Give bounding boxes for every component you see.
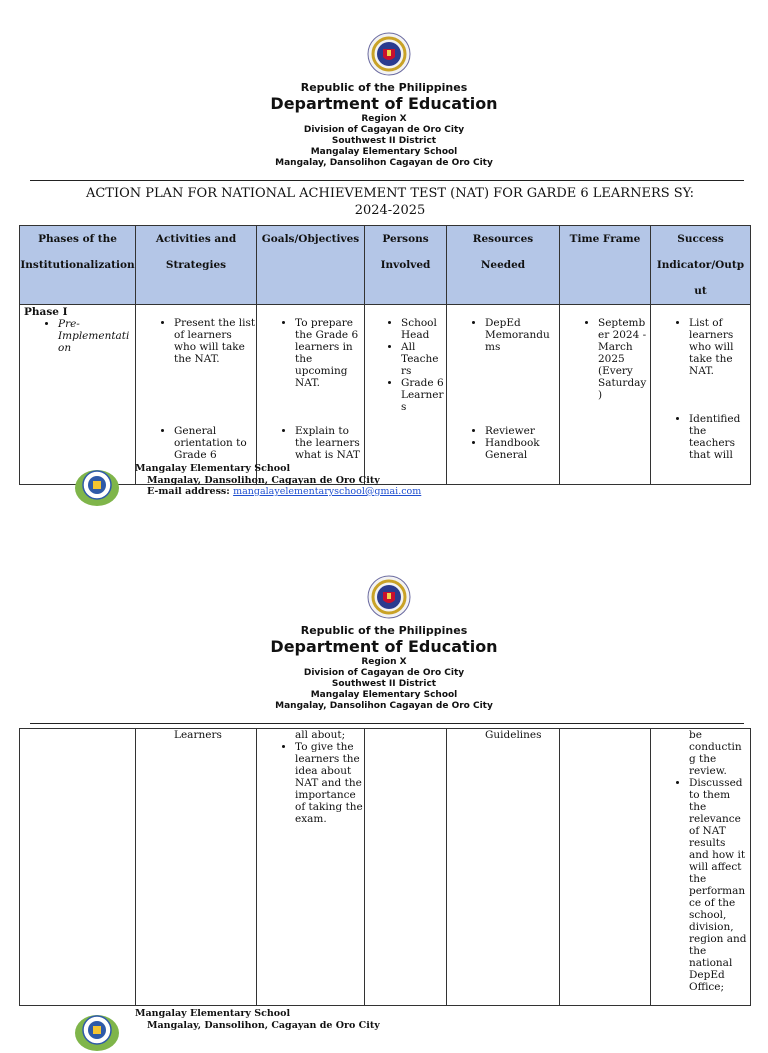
timeframe-cell: • Septemb er 2024 - March 2025 (Every Saturday ) (560, 305, 651, 485)
footer-email-link[interactable]: mangalayelementaryschool@gmai.com (233, 486, 422, 497)
table-row (20, 729, 751, 1006)
document-title: ACTION PLAN FOR NATIONAL ACHIEVEMENT TEST (NAT) FOR GARDE 6 LEARNERS SY: 2024-2025 (85, 186, 695, 218)
table-page-1-viewport (0, 225, 768, 461)
timeframe-cell (560, 729, 651, 1006)
col-success: Success Indicator/Outp ut (651, 226, 751, 305)
col-resources: Resources Needed (447, 226, 560, 305)
col-timeframe: Time Frame (560, 226, 651, 305)
persons-cell: • School Head • All Teache rs • Grade 6 Learner s (365, 305, 447, 485)
address-line: Mangalay, Dansolihon Cagayan de Oro City (275, 158, 493, 168)
letterhead (0, 81, 768, 169)
footer-address: Mangalay, Dansolihon, Cagayan de Oro City (147, 1019, 380, 1031)
republic-line: Republic of the Philippines (300, 81, 468, 94)
footer-text (135, 1008, 380, 1031)
goals-cell: • To prepare the Grade 6 learners in the upcoming NAT. • Explain to the learners what is NAT (257, 305, 365, 485)
header-divider (30, 723, 744, 724)
success-cell: • List of learners who will take the NAT. • Identified the teachers that will (651, 305, 751, 485)
col-activities: Activities and Strategies (136, 226, 257, 305)
deped-seal-icon (367, 32, 411, 76)
republic-line: Republic of the Philippines (300, 624, 468, 637)
school-line: Mangalay Elementary School (310, 690, 458, 700)
resources-cell: Guidelines (447, 729, 560, 1006)
persons-cell (365, 729, 447, 1006)
deped-seal-icon (367, 575, 411, 619)
table-row (20, 305, 751, 485)
phase-cell (20, 729, 136, 1006)
col-persons: Persons Involved (365, 226, 447, 305)
department-line: Department of Education (270, 94, 498, 113)
col-goals: Goals/Objectives (257, 226, 365, 305)
school-logo-icon (72, 1009, 122, 1053)
footer-address: Mangalay, Dansolihon, Cagayan de Oro City (147, 474, 380, 486)
address-line: Mangalay, Dansolihon Cagayan de Oro City (275, 701, 493, 711)
division-line: Division of Cagayan de Oro City (303, 125, 465, 135)
col-phases: Phases of the Institutionalization (20, 226, 136, 305)
header-divider (30, 180, 744, 181)
footer-text (135, 463, 421, 498)
resources-cell: • DepEd Memorandu ms • Reviewer • Handbook General (447, 305, 560, 485)
success-cell: be conductin g the review. • Discussed to them the relevance of NAT results and how it will affect the performan ce of the school, division, region and the national DepEd Office; (651, 729, 751, 1006)
letterhead (0, 624, 768, 712)
school-line: Mangalay Elementary School (310, 147, 458, 157)
footer-email-line: E-mail address: mangalayelementaryschool@gmai.com (147, 486, 422, 497)
page-2 (0, 540, 768, 1031)
phase-cell: Phase I • Pre-Implementati on (20, 305, 136, 485)
department-line: Department of Education (270, 637, 498, 656)
table-header-row (20, 226, 751, 305)
district-line: Southwest II District (331, 679, 437, 689)
goals-cell: all about; • To give the learners the idea about NAT and the importance of taking the exam. (257, 729, 365, 1006)
footer-school: Mangalay Elementary School (135, 463, 291, 474)
activities-cell: Learners (136, 729, 257, 1006)
district-line: Southwest II District (331, 136, 437, 146)
activities-cell: • Present the list of learners who will take the NAT. • General orientation to Grade 6 (136, 305, 257, 485)
region-line: Region X (361, 657, 407, 667)
action-plan-table (19, 225, 751, 485)
action-plan-table-continued (19, 728, 751, 1006)
footer-school: Mangalay Elementary School (135, 1008, 291, 1019)
school-logo-icon (72, 464, 122, 508)
division-line: Division of Cagayan de Oro City (303, 668, 465, 678)
region-line: Region X (361, 114, 407, 124)
